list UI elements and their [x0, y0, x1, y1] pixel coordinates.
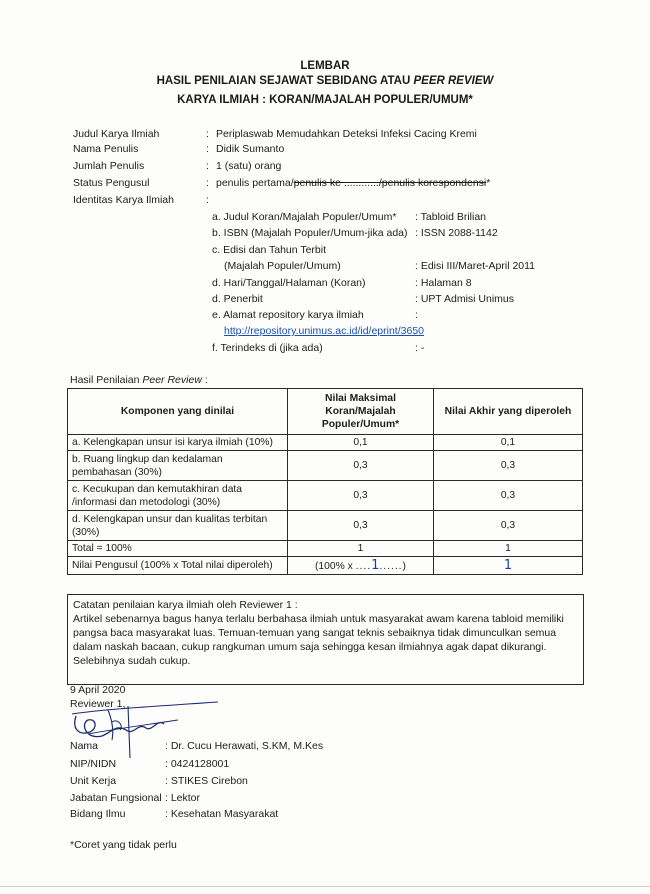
nilai-pengusul-label: Nilai Pengusul (100% x Total nilai diperoleh)	[68, 557, 288, 575]
total-akhir: 1	[434, 541, 583, 557]
nilai-handwritten: 1	[503, 558, 513, 573]
detail-c-value: : Edisi III/Maret-April 2011	[415, 260, 536, 272]
status-pengusul-struck: penulis ke ............/penulis korespondensi	[293, 177, 487, 189]
row-maks: 0,3	[288, 451, 434, 481]
nilai-formula-dots-right: ......	[379, 561, 403, 572]
row-akhir: 0,3	[434, 451, 583, 481]
row-akhir: 0,3	[434, 511, 583, 541]
signature-date: 9 April 2020	[70, 684, 126, 696]
row-maks: 0,1	[288, 435, 434, 451]
row-akhir: 0,1	[434, 435, 583, 451]
notes-heading: Catatan penilaian karya ilmiah oleh Reviewer 1 :	[73, 599, 298, 611]
reviewer-nip-label: NIP/NIDN	[70, 758, 117, 770]
jumlah-penulis-value: 1 (satu) orang	[216, 160, 282, 172]
table-row	[68, 451, 583, 481]
reviewer-nama-label: Nama	[70, 740, 99, 752]
detail-penerbit-value: : UPT Admisi Unimus	[415, 293, 514, 305]
detail-c-label: c. Edisi dan Tahun Terbit	[212, 244, 327, 256]
doc-title-karya: KARYA ILMIAH : KORAN/MAJALAH POPULER/UMUM*	[177, 94, 473, 106]
doc-title-lembar: LEMBAR	[300, 60, 350, 72]
header-komponen: Komponen yang dinilai	[68, 389, 288, 435]
reviewer-jabatan-value: : Lektor	[165, 792, 201, 804]
row-komponen: d. Kelengkapan unsur dan kualitas terbitan (30%)	[68, 511, 288, 541]
assessment-caption-colon: :	[201, 374, 208, 386]
nilai-formula-handwritten: 1	[371, 558, 380, 573]
reviewer-unit-label: Unit Kerja	[70, 775, 117, 787]
detail-b-label: b. ISBN (Majalah Populer/Umum-jika ada)	[212, 227, 408, 239]
header-nilai-maksimal: Nilai Maksimal Koran/Majalah Populer/Umum*	[288, 389, 434, 435]
total-label: Total = 100%	[68, 541, 288, 557]
nama-penulis-label: Nama Penulis	[73, 143, 139, 155]
table-header-row	[68, 389, 583, 435]
detail-f-value: : -	[415, 342, 425, 354]
page-bottom-divider	[0, 886, 650, 887]
detail-f-label: f. Terindeks di (jika ada)	[212, 342, 323, 354]
nilai-formula-suffix: )	[402, 561, 406, 572]
nilai-pengusul-formula	[288, 557, 434, 575]
detail-c-label-2: (Majalah Populer/Umum)	[224, 260, 341, 272]
status-pengusul-selected: penulis pertama/	[216, 177, 294, 189]
table-row	[68, 511, 583, 541]
reviewer-bidang-label: Bidang Ilmu	[70, 808, 126, 820]
reviewer-nip-value: : 0424128001	[165, 758, 230, 770]
doc-title-hasil-text: HASIL PENILAIAN SEJAWAT SEBIDANG ATAU	[156, 75, 414, 87]
detail-a-value: : Tabloid Brilian	[415, 211, 487, 223]
doc-title-hasil	[0, 75, 650, 87]
total-row	[68, 541, 583, 557]
status-pengusul-label: Status Pengusul	[73, 177, 150, 189]
table-row	[68, 435, 583, 451]
assessment-caption-italic: Peer Review	[142, 374, 202, 386]
row-komponen: c. Kecukupan dan kemutakhiran data /informasi dan metodologi (30%)	[68, 481, 288, 511]
reviewer-unit-value: : STIKES Cirebon	[165, 775, 248, 787]
jumlah-penulis-colon: :	[206, 160, 209, 172]
assessment-table	[67, 388, 583, 575]
nilai-pengusul-row	[68, 557, 583, 575]
row-akhir: 0,3	[434, 481, 583, 511]
header-nilai-akhir: Nilai Akhir yang diperoleh	[434, 389, 583, 435]
doc-title-peer-review: PEER REVIEW	[413, 75, 494, 87]
notes-body: Artikel sebenarnya bagus hanya terlalu berbahasa ilmiah untuk masyarakat awam karena tabloid memiliki pangsa baca masyarakat luas. Temuan-temuan yang sangat teknis sebaiknya tidak dimunculkan semua dalam naskah bacaan, cukup rangkuman umum saja sehingga kesan ilmiahnya agak dapat dikurangi. Selebihnya sudah cukup.	[73, 613, 564, 667]
judul-value: Periplaswab Memudahkan Deteksi Infeksi Cacing Kremi	[216, 128, 477, 140]
jumlah-penulis-label: Jumlah Penulis	[73, 160, 145, 172]
nilai-pengusul-akhir	[434, 557, 583, 575]
reviewer-jabatan-label: Jabatan Fungsional	[70, 792, 162, 804]
row-maks: 0,3	[288, 511, 434, 541]
judul-colon: :	[206, 128, 209, 140]
row-komponen: a. Kelengkapan unsur isi karya ilmiah (10%)	[68, 435, 288, 451]
total-maks: 1	[288, 541, 434, 557]
footnote: *Coret yang tidak perlu	[70, 839, 177, 851]
nilai-formula-dots-left: ....	[355, 561, 372, 572]
assessment-caption-text: Hasil Penilaian	[70, 374, 143, 386]
nama-penulis-value: Didik Sumanto	[216, 143, 285, 155]
status-pengusul-asterisk: *	[486, 177, 491, 189]
identitas-colon: :	[206, 194, 209, 206]
identitas-label: Identitas Karya Ilmiah	[73, 194, 174, 206]
detail-e-colon: :	[415, 309, 418, 321]
status-pengusul-colon: :	[206, 177, 209, 189]
reviewer-notes-box	[67, 594, 584, 685]
signature-reviewer: Reviewer 1,	[70, 698, 126, 710]
table-row	[68, 481, 583, 511]
detail-d-label: d. Hari/Tanggal/Halaman (Koran)	[212, 277, 366, 289]
detail-e-label: e. Alamat repository karya ilmiah	[212, 309, 364, 321]
detail-a-label: a. Judul Koran/Majalah Populer/Umum*	[212, 211, 397, 223]
status-pengusul-value	[216, 177, 490, 189]
detail-b-value: : ISSN 2088-1142	[415, 227, 498, 239]
nilai-formula-prefix: (100% x	[315, 561, 356, 572]
nama-penulis-colon: :	[206, 143, 209, 155]
reviewer-bidang-value: : Kesehatan Masyarakat	[165, 808, 279, 820]
row-maks: 0,3	[288, 481, 434, 511]
row-komponen: b. Ruang lingkup dan kedalaman pembahasan (30%)	[68, 451, 288, 481]
detail-d-value: : Halaman 8	[415, 277, 472, 289]
assessment-caption	[70, 374, 208, 386]
judul-label: Judul Karya Ilmiah	[73, 128, 160, 140]
reviewer-nama-value: : Dr. Cucu Herawati, S.KM, M.Kes	[165, 740, 324, 752]
detail-penerbit-label: d. Penerbit	[212, 293, 263, 305]
repository-link[interactable]: http://repository.unimus.ac.id/id/eprint/3650	[224, 325, 424, 337]
